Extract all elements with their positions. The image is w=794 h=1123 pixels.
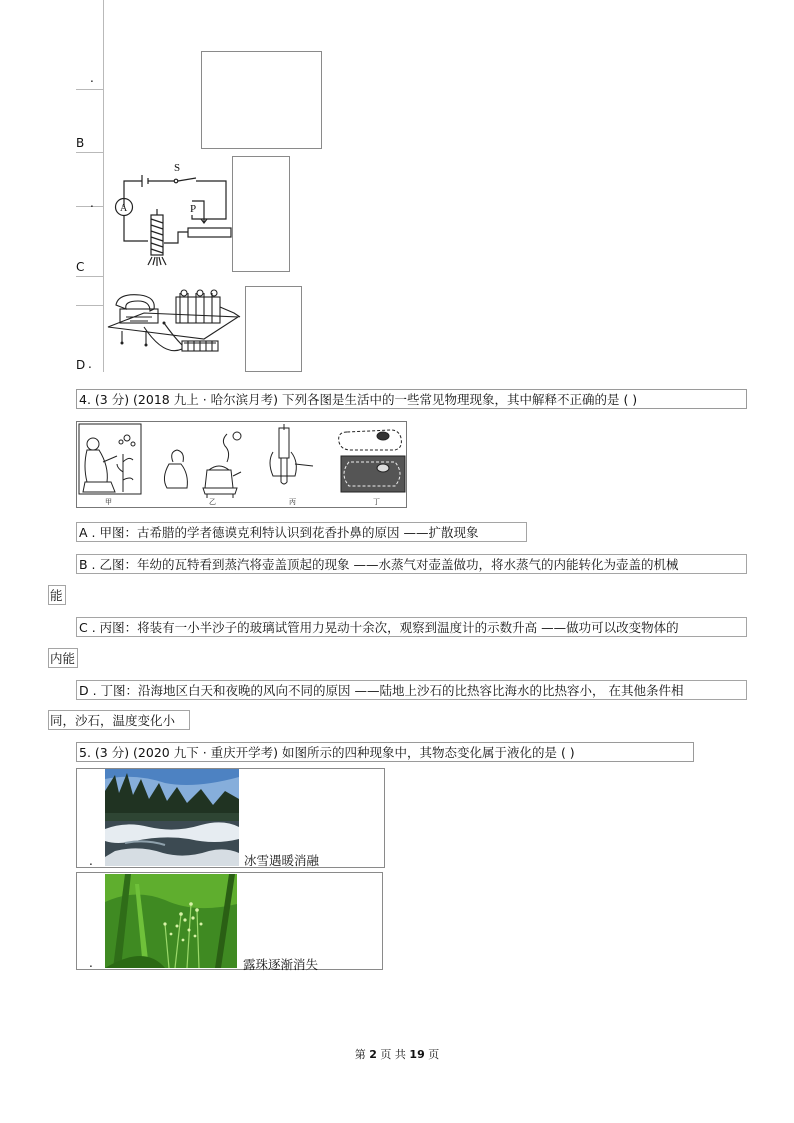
q4-option-d-line1[interactable]: D . 丁图：沿海地区白天和夜晚的风向不同的原因 ——陆地上沙石的比热容比海水的比热容小， 在其他条件相 <box>76 680 747 700</box>
q5-b-dot: . <box>89 956 93 970</box>
q4-option-b-line2: 能 <box>48 585 66 605</box>
q5-dew-grass-image <box>105 874 237 968</box>
q3-a-image-placeholder <box>201 51 322 149</box>
q4-stem: 4. (3 分) (2018 九上 · 哈尔滨月考) 下列各图是生活中的一些常见物理现象，其中解释不正确的是 ( ) <box>76 389 747 409</box>
q3-d-dot: . <box>88 357 92 371</box>
q3-divider-h2 <box>76 152 104 153</box>
q4-option-c-line2: 内能 <box>48 648 78 668</box>
q3-b-image-placeholder <box>232 156 290 272</box>
q5-option-b-caption: 露珠逐渐消失 <box>243 957 319 972</box>
q5-option-b-box[interactable] <box>76 872 383 970</box>
q4-option-a[interactable]: A . 甲图：古希腊的学者德谟克利特认识到花香扑鼻的原因 ——扩散现象 <box>76 522 527 542</box>
q3-b-circuit-figure <box>104 155 232 270</box>
footer-prefix: 第 <box>354 1048 370 1061</box>
q3-option-c-letter: C <box>76 260 85 274</box>
footer-suffix: 页 <box>424 1048 440 1061</box>
q3-b-dot: . <box>90 196 94 210</box>
q4-figure <box>76 421 407 508</box>
q4-label-bing: 丙 <box>289 498 296 506</box>
q4-label-yi: 乙 <box>209 498 216 506</box>
q3-c-apparatus-figure <box>104 287 244 367</box>
q4-option-d-line2: 同，沙石，温度变化小 <box>48 710 190 730</box>
footer-mid: 页 共 <box>376 1048 410 1061</box>
q5-a-dot: . <box>89 854 93 868</box>
q4-option-b-line1[interactable]: B . 乙图：年幼的瓦特看到蒸汽将壶盖顶起的现象 ——水蒸气对壶盖做功，将水蒸气的内能转化为壶盖的机械 <box>76 554 747 574</box>
q3-c-image-placeholder <box>245 286 302 372</box>
q3-divider-h1 <box>76 89 104 90</box>
q5-stem: 5. (3 分) (2020 九下 · 重庆开学考) 如图所示的四种现象中，其物态变化属于液化的是 ( ) <box>76 742 694 762</box>
q3-ammeter-label: A <box>120 203 128 214</box>
q3-slider-label: P <box>190 203 197 215</box>
q3-a-dot: . <box>90 71 94 85</box>
footer-total-pages: 19 <box>409 1048 425 1061</box>
q4-label-jia: 甲 <box>105 498 112 506</box>
q4-label-ding: 丁 <box>373 498 380 506</box>
q3-divider-h5 <box>76 305 104 306</box>
q3-option-d-letter: D <box>76 358 86 372</box>
q5-melting-snow-image <box>105 769 239 866</box>
page-footer <box>0 1046 794 1062</box>
q5-option-a-box[interactable] <box>76 768 385 868</box>
q3-option-b-letter: B <box>76 136 85 150</box>
q3-divider-h4 <box>76 276 104 277</box>
q5-option-a-caption: 冰雪遇暖消融 <box>244 853 320 868</box>
q4-option-c-line1[interactable]: C . 丙图：将装有一小半沙子的玻璃试管用力晃动十余次，观察到温度计的示数升高 ——做功可以改变物体的 <box>76 617 747 637</box>
q3-switch-label: S <box>174 162 181 174</box>
footer-page-number: 2 <box>369 1048 377 1061</box>
